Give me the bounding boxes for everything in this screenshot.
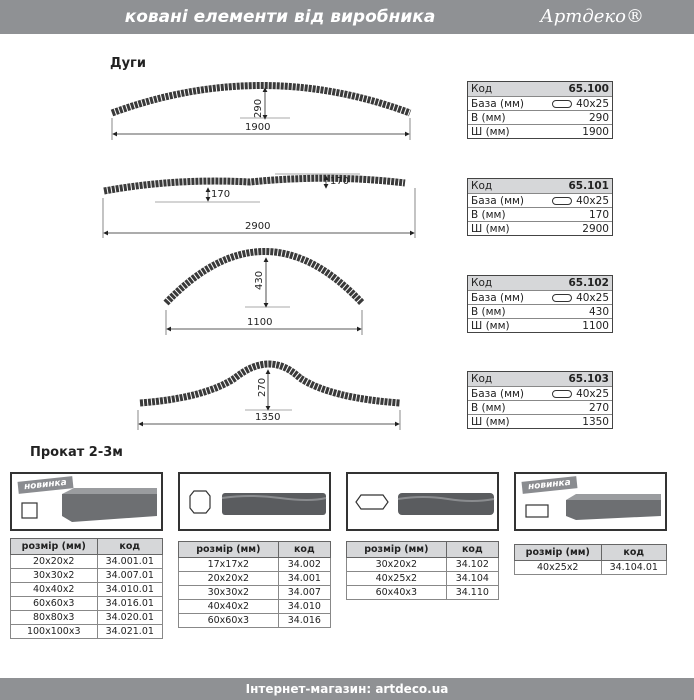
arc3-width-label: 1100 — [247, 317, 273, 328]
header-title: ковані елементи від виробника — [124, 7, 436, 27]
product-rect-tube-new — [514, 472, 667, 531]
arc1-width-label: 1900 — [245, 122, 271, 133]
base-profile-icon — [552, 197, 572, 205]
table-row: 60x60x3 34.016.01 — [11, 597, 163, 611]
table-forged-square-tube: розмір (мм) код 17x17x2 34.002 20x20x2 34.001 30x30x2 34.007 40x40x2 34.010 60x60x3 34.016 — [178, 541, 331, 628]
product-forged-square-tube — [178, 472, 331, 531]
base-profile-icon — [552, 100, 572, 108]
arcs-section-title: Дуги — [110, 56, 146, 71]
table-row: 17x17x2 34.002 — [179, 558, 331, 572]
base-profile-icon — [552, 294, 572, 302]
table-row: 40x40x2 34.010.01 — [11, 583, 163, 597]
table-row: 40x25x2 34.104.01 — [515, 561, 667, 575]
spec-table-65103: Код 65.103 База (мм) 40x25 В (мм) 270 Ш (мм) 1350 — [467, 371, 613, 429]
base-profile-icon — [552, 390, 572, 398]
footer-text: Інтернет-магазин: artdeco.ua — [245, 682, 449, 696]
table-forged-rect-tube: розмір (мм) код 30x20x2 34.102 40x25x2 34.104 60x40x3 34.110 — [346, 541, 499, 600]
arc1-height-label: 290 — [253, 98, 264, 118]
arc2-height1-label: 170 — [211, 189, 231, 200]
table-row: 60x40x3 34.110 — [347, 586, 499, 600]
table-square-tube-new: розмір (мм) код 20x20x2 34.001.01 30x30x2 34.007.01 40x40x2 34.010.01 60x60x3 34.016.01 80x80x3 34.020.01 100x100x3 34.021.01 — [10, 538, 163, 639]
brand-logo: Артдеко® — [540, 6, 644, 27]
table-row: 20x20x2 34.001.01 — [11, 555, 163, 569]
spec-table-65102: Код 65.102 База (мм) 40x25 В (мм) 430 Ш (мм) 1100 — [467, 275, 613, 333]
arc2-height2-label: 170 — [330, 176, 350, 187]
table-row: 40x40x2 34.010 — [179, 600, 331, 614]
table-row: 30x30x2 34.007.01 — [11, 569, 163, 583]
new-badge: новинка — [522, 476, 578, 494]
arc4-height-label: 270 — [257, 377, 268, 397]
arc2-width-label: 2900 — [245, 221, 271, 232]
spec-table-65100: Код 65.100 База (мм) 40x25 В (мм) 290 Ш (мм) 1900 — [467, 81, 613, 139]
table-row: 30x30x2 34.007 — [179, 586, 331, 600]
product-forged-rect-tube — [346, 472, 499, 531]
arc4-width-label: 1350 — [255, 412, 281, 423]
table-rect-tube-new: розмір (мм) код 40x25x2 34.104.01 — [514, 544, 667, 575]
footer-bar — [0, 678, 694, 700]
rolled-section-title: Прокат 2-3м — [30, 445, 123, 460]
table-row: 40x25x2 34.104 — [347, 572, 499, 586]
table-row: 30x20x2 34.102 — [347, 558, 499, 572]
table-row: 80x80x3 34.020.01 — [11, 611, 163, 625]
product-square-tube-new — [10, 472, 163, 531]
new-badge: новинка — [18, 476, 74, 494]
table-row: 60x60x3 34.016 — [179, 614, 331, 628]
arc3-height-label: 430 — [254, 270, 265, 290]
table-row: 100x100x3 34.021.01 — [11, 625, 163, 639]
spec-table-65101: Код 65.101 База (мм) 40x25 В (мм) 170 Ш (мм) 2900 — [467, 178, 613, 236]
table-row: 20x20x2 34.001 — [179, 572, 331, 586]
